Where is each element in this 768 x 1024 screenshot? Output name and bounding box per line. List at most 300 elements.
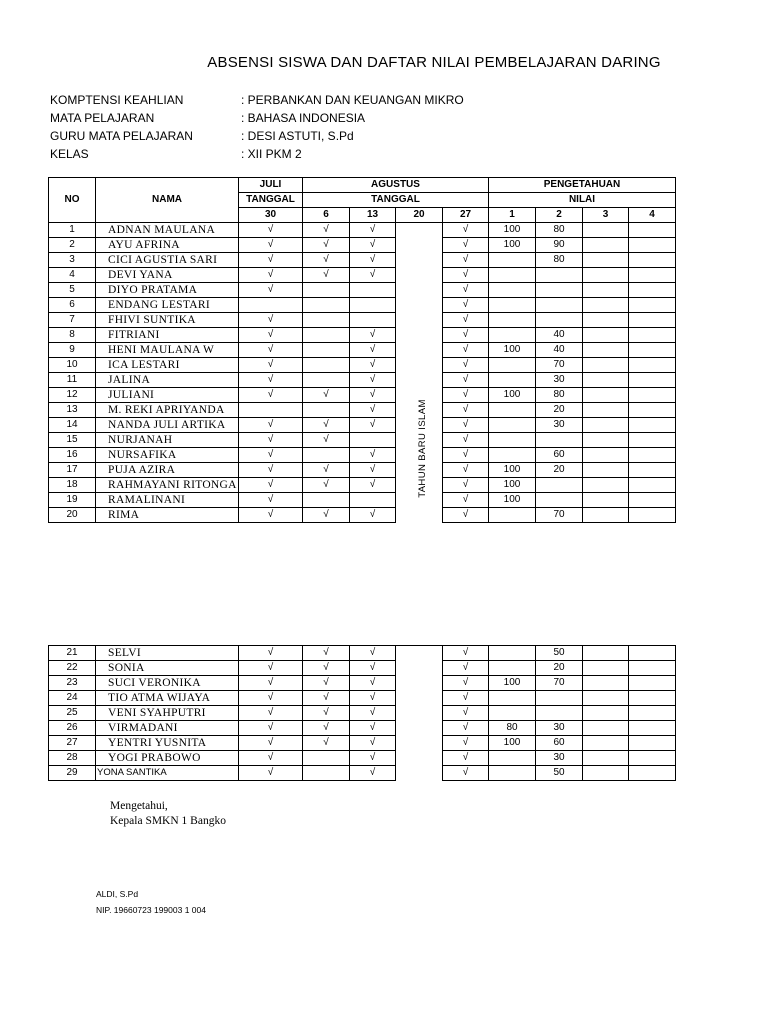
- attendance-aug-27: √: [443, 508, 489, 523]
- attendance-jul-30: √: [239, 706, 303, 721]
- nilai-1: 100: [489, 343, 536, 358]
- attendance-aug-13: √: [350, 721, 396, 736]
- attendance-aug-27: √: [443, 661, 489, 676]
- attendance-aug-13: √: [350, 388, 396, 403]
- attendance-jul-30: √: [239, 238, 303, 253]
- attendance-aug-20: [396, 766, 443, 781]
- nilai-3: [583, 268, 629, 283]
- attendance-aug-27: √: [443, 343, 489, 358]
- nilai-4: [629, 721, 676, 736]
- row-number: 26: [49, 721, 96, 736]
- attendance-aug-6: √: [303, 706, 350, 721]
- attendance-aug-13: √: [350, 253, 396, 268]
- nilai-2: 50: [536, 646, 583, 661]
- nilai-1: [489, 358, 536, 373]
- row-number: 17: [49, 463, 96, 478]
- row-number: 3: [49, 253, 96, 268]
- nilai-2: 80: [536, 223, 583, 238]
- attendance-aug-20: [396, 298, 443, 313]
- nilai-1: [489, 448, 536, 463]
- student-name: AYU AFRINA: [96, 238, 239, 253]
- attendance-aug-6: [303, 766, 350, 781]
- nilai-3: [583, 403, 629, 418]
- attendance-aug-20: [396, 268, 443, 283]
- attendance-aug-13: √: [350, 766, 396, 781]
- header-juli: JULI: [239, 178, 303, 193]
- attendance-aug-13: √: [350, 706, 396, 721]
- row-number: 6: [49, 298, 96, 313]
- row-number: 2: [49, 238, 96, 253]
- student-name: FITRIANI: [96, 328, 239, 343]
- nilai-2: 70: [536, 508, 583, 523]
- nilai-4: [629, 736, 676, 751]
- nilai-4: [629, 766, 676, 781]
- header-date: 30: [239, 208, 303, 223]
- table-row: [49, 253, 676, 268]
- row-number: 8: [49, 328, 96, 343]
- attendance-aug-27: √: [443, 328, 489, 343]
- info-value: : DESI ASTUTI, S.Pd: [241, 129, 354, 143]
- attendance-jul-30: √: [239, 268, 303, 283]
- attendance-jul-30: [239, 403, 303, 418]
- row-number: 1: [49, 223, 96, 238]
- nilai-3: [583, 691, 629, 706]
- attendance-aug-13: [350, 493, 396, 508]
- attendance-aug-6: √: [303, 508, 350, 523]
- table-row: [49, 328, 676, 343]
- attendance-aug-20: [396, 238, 443, 253]
- header-date: 20: [396, 208, 443, 223]
- nilai-2: 20: [536, 463, 583, 478]
- attendance-aug-6: [303, 358, 350, 373]
- nilai-4: [629, 403, 676, 418]
- attendance-jul-30: √: [239, 463, 303, 478]
- attendance-jul-30: √: [239, 646, 303, 661]
- nilai-4: [629, 238, 676, 253]
- attendance-aug-13: [350, 298, 396, 313]
- table-row: [49, 313, 676, 328]
- nilai-1: 100: [489, 463, 536, 478]
- attendance-aug-27: √: [443, 676, 489, 691]
- student-name: SUCI VERONIKA: [96, 676, 239, 691]
- attendance-aug-27: √: [443, 691, 489, 706]
- nilai-4: [629, 646, 676, 661]
- row-number: 24: [49, 691, 96, 706]
- nilai-3: [583, 448, 629, 463]
- header-nama: NAMA: [96, 178, 239, 223]
- student-name: RIMA: [96, 508, 239, 523]
- row-number: 21: [49, 646, 96, 661]
- nilai-4: [629, 253, 676, 268]
- attendance-aug-27: √: [443, 418, 489, 433]
- info-label: KELAS: [50, 147, 89, 161]
- table-row: [49, 403, 676, 418]
- nilai-1: [489, 751, 536, 766]
- nilai-1: [489, 328, 536, 343]
- table-row: [49, 646, 676, 661]
- table-row: [49, 298, 676, 313]
- table-row: [49, 691, 676, 706]
- table-row: [49, 418, 676, 433]
- row-number: 9: [49, 343, 96, 358]
- nilai-3: [583, 328, 629, 343]
- attendance-aug-27: √: [443, 253, 489, 268]
- attendance-aug-20: [396, 751, 443, 766]
- attendance-jul-30: √: [239, 448, 303, 463]
- attendance-aug-6: √: [303, 691, 350, 706]
- attendance-aug-20: [396, 508, 443, 523]
- header-tanggal: TANGGAL: [303, 193, 489, 208]
- attendance-aug-27: √: [443, 373, 489, 388]
- student-name: ADNAN MAULANA: [96, 223, 239, 238]
- nilai-3: [583, 661, 629, 676]
- attendance-jul-30: √: [239, 721, 303, 736]
- nilai-2: 20: [536, 661, 583, 676]
- nilai-4: [629, 268, 676, 283]
- attendance-aug-27: √: [443, 478, 489, 493]
- nilai-2: 40: [536, 343, 583, 358]
- attendance-aug-6: √: [303, 223, 350, 238]
- nilai-4: [629, 298, 676, 313]
- nilai-1: 100: [489, 676, 536, 691]
- nilai-2: 70: [536, 358, 583, 373]
- nilai-2: 60: [536, 736, 583, 751]
- row-number: 12: [49, 388, 96, 403]
- info-label: GURU MATA PELAJARAN: [50, 129, 193, 143]
- table-row: [49, 358, 676, 373]
- attendance-jul-30: √: [239, 661, 303, 676]
- table-row: [49, 721, 676, 736]
- signer-name: ALDI, S.Pd: [96, 889, 139, 899]
- attendance-aug-6: √: [303, 433, 350, 448]
- student-name: M. REKI APRIYANDA: [96, 403, 239, 418]
- attendance-aug-20: [396, 358, 443, 373]
- nilai-3: [583, 736, 629, 751]
- attendance-aug-20: [396, 343, 443, 358]
- student-name: SELVI: [96, 646, 239, 661]
- nilai-3: [583, 706, 629, 721]
- nilai-4: [629, 433, 676, 448]
- attendance-aug-20: [396, 706, 443, 721]
- nilai-2: 80: [536, 388, 583, 403]
- nilai-3: [583, 676, 629, 691]
- attendance-jul-30: √: [239, 223, 303, 238]
- nilai-3: [583, 418, 629, 433]
- nilai-2: 70: [536, 676, 583, 691]
- nilai-1: 100: [489, 223, 536, 238]
- table-row: [49, 343, 676, 358]
- attendance-aug-13: √: [350, 646, 396, 661]
- nilai-2: 50: [536, 766, 583, 781]
- nilai-2: 30: [536, 373, 583, 388]
- attendance-aug-27: √: [443, 283, 489, 298]
- nilai-4: [629, 463, 676, 478]
- attendance-jul-30: √: [239, 253, 303, 268]
- attendance-jul-30: √: [239, 388, 303, 403]
- attendance-aug-13: √: [350, 343, 396, 358]
- attendance-aug-6: [303, 373, 350, 388]
- attendance-aug-6: [303, 343, 350, 358]
- nilai-3: [583, 343, 629, 358]
- nilai-4: [629, 478, 676, 493]
- table-row: [49, 373, 676, 388]
- nilai-2: 40: [536, 328, 583, 343]
- attendance-aug-13: √: [350, 418, 396, 433]
- nilai-1: [489, 373, 536, 388]
- nilai-1: [489, 706, 536, 721]
- nilai-4: [629, 676, 676, 691]
- attendance-aug-13: [350, 313, 396, 328]
- nilai-2: 20: [536, 403, 583, 418]
- attendance-aug-6: [303, 403, 350, 418]
- nilai-4: [629, 493, 676, 508]
- signer-nip: NIP. 19660723 199003 1 004: [96, 905, 206, 915]
- attendance-aug-27: √: [443, 463, 489, 478]
- info-value: : PERBANKAN DAN KEUANGAN MIKRO: [241, 93, 464, 107]
- info-label: MATA PELAJARAN: [50, 111, 155, 125]
- attendance-aug-27: √: [443, 403, 489, 418]
- attendance-aug-20: [396, 373, 443, 388]
- row-number: 16: [49, 448, 96, 463]
- attendance-aug-6: √: [303, 253, 350, 268]
- info-value: : XII PKM 2: [241, 147, 302, 161]
- nilai-3: [583, 493, 629, 508]
- nilai-4: [629, 373, 676, 388]
- nilai-1: [489, 253, 536, 268]
- nilai-2: 30: [536, 721, 583, 736]
- attendance-aug-13: √: [350, 373, 396, 388]
- attendance-jul-30: √: [239, 283, 303, 298]
- attendance-jul-30: √: [239, 328, 303, 343]
- attendance-jul-30: √: [239, 478, 303, 493]
- attendance-aug-13: √: [350, 508, 396, 523]
- nilai-1: [489, 403, 536, 418]
- nilai-4: [629, 313, 676, 328]
- attendance-aug-13: √: [350, 736, 396, 751]
- table-row: [49, 463, 676, 478]
- table-row: [49, 223, 676, 238]
- header-nilai-col: 3: [583, 208, 629, 223]
- header-nilai: NILAI: [489, 193, 676, 208]
- attendance-aug-13: √: [350, 358, 396, 373]
- attendance-aug-27: √: [443, 433, 489, 448]
- nilai-1: [489, 298, 536, 313]
- nilai-4: [629, 328, 676, 343]
- header-date: 6: [303, 208, 350, 223]
- attendance-jul-30: [239, 298, 303, 313]
- row-number: 27: [49, 736, 96, 751]
- student-name: VIRMADANI: [96, 721, 239, 736]
- attendance-aug-6: [303, 448, 350, 463]
- nilai-1: [489, 661, 536, 676]
- row-number: 28: [49, 751, 96, 766]
- attendance-aug-6: √: [303, 661, 350, 676]
- attendance-table-part2: [48, 645, 676, 781]
- nilai-4: [629, 706, 676, 721]
- row-number: 13: [49, 403, 96, 418]
- nilai-3: [583, 433, 629, 448]
- nilai-2: 80: [536, 253, 583, 268]
- nilai-3: [583, 646, 629, 661]
- attendance-aug-6: √: [303, 736, 350, 751]
- student-name: RAMALINANI: [96, 493, 239, 508]
- attendance-aug-27: √: [443, 313, 489, 328]
- attendance-aug-6: √: [303, 478, 350, 493]
- attendance-aug-27: √: [443, 388, 489, 403]
- student-name: YENTRI YUSNITA: [96, 736, 239, 751]
- attendance-jul-30: √: [239, 418, 303, 433]
- table-row: [49, 706, 676, 721]
- attendance-aug-6: √: [303, 388, 350, 403]
- attendance-aug-20: [396, 721, 443, 736]
- nilai-2: [536, 691, 583, 706]
- nilai-1: [489, 766, 536, 781]
- attendance-aug-20: [396, 283, 443, 298]
- header-nilai-col: 4: [629, 208, 676, 223]
- attendance-aug-6: √: [303, 463, 350, 478]
- attendance-aug-13: √: [350, 223, 396, 238]
- student-name: NURJANAH: [96, 433, 239, 448]
- attendance-jul-30: √: [239, 373, 303, 388]
- nilai-3: [583, 238, 629, 253]
- table-row: [49, 388, 676, 403]
- attendance-aug-20: [396, 328, 443, 343]
- nilai-3: [583, 223, 629, 238]
- row-number: 22: [49, 661, 96, 676]
- attendance-aug-13: √: [350, 751, 396, 766]
- table-row: [49, 283, 676, 298]
- nilai-3: [583, 358, 629, 373]
- attendance-aug-6: [303, 298, 350, 313]
- attendance-aug-6: √: [303, 721, 350, 736]
- header-pengetahuan: PENGETAHUAN: [489, 178, 676, 193]
- nilai-4: [629, 661, 676, 676]
- table-row: [49, 736, 676, 751]
- nilai-4: [629, 691, 676, 706]
- row-number: 7: [49, 313, 96, 328]
- attendance-jul-30: √: [239, 313, 303, 328]
- attendance-aug-20: [396, 646, 443, 661]
- table-row: [49, 478, 676, 493]
- nilai-1: [489, 418, 536, 433]
- nilai-4: [629, 223, 676, 238]
- attendance-jul-30: √: [239, 676, 303, 691]
- nilai-4: [629, 751, 676, 766]
- attendance-aug-20: [396, 253, 443, 268]
- attendance-jul-30: √: [239, 766, 303, 781]
- attendance-aug-13: √: [350, 403, 396, 418]
- attendance-aug-27: √: [443, 358, 489, 373]
- row-number: 29: [49, 766, 96, 781]
- table-row: [49, 433, 676, 448]
- attendance-aug-13: [350, 433, 396, 448]
- attendance-aug-13: √: [350, 661, 396, 676]
- attendance-aug-13: [350, 283, 396, 298]
- student-name: RAHMAYANI RITONGA: [96, 478, 239, 493]
- nilai-2: [536, 706, 583, 721]
- table-row: [49, 508, 676, 523]
- nilai-3: [583, 253, 629, 268]
- nilai-1: 100: [489, 493, 536, 508]
- attendance-aug-27: √: [443, 706, 489, 721]
- student-name: YOGI PRABOWO: [96, 751, 239, 766]
- attendance-aug-6: √: [303, 268, 350, 283]
- attendance-aug-27: √: [443, 646, 489, 661]
- student-name: DEVI YANA: [96, 268, 239, 283]
- attendance-aug-27: √: [443, 448, 489, 463]
- info-label: KOMPTENSI KEAHLIAN: [50, 93, 184, 107]
- attendance-table-part1: [48, 177, 676, 523]
- table-row: [49, 448, 676, 463]
- attendance-aug-13: √: [350, 238, 396, 253]
- attendance-aug-6: [303, 751, 350, 766]
- header-date: 13: [350, 208, 396, 223]
- attendance-aug-20: [396, 223, 443, 238]
- attendance-jul-30: √: [239, 358, 303, 373]
- student-name: NURSAFIKA: [96, 448, 239, 463]
- attendance-aug-27: √: [443, 736, 489, 751]
- row-number: 15: [49, 433, 96, 448]
- attendance-aug-6: √: [303, 676, 350, 691]
- student-name: SONIA: [96, 661, 239, 676]
- attendance-aug-13: √: [350, 463, 396, 478]
- nilai-3: [583, 283, 629, 298]
- attendance-aug-27: √: [443, 493, 489, 508]
- nilai-1: [489, 508, 536, 523]
- nilai-4: [629, 448, 676, 463]
- attendance-jul-30: √: [239, 493, 303, 508]
- header-no: NO: [49, 178, 96, 223]
- nilai-2: [536, 283, 583, 298]
- mengetahui-text: Mengetahui,: [110, 800, 168, 812]
- attendance-aug-27: √: [443, 238, 489, 253]
- nilai-3: [583, 373, 629, 388]
- row-number: 10: [49, 358, 96, 373]
- attendance-aug-6: [303, 328, 350, 343]
- attendance-aug-27: √: [443, 766, 489, 781]
- holiday-label: TAHUN BARU ISLAM: [416, 398, 428, 498]
- nilai-1: [489, 646, 536, 661]
- attendance-jul-30: √: [239, 433, 303, 448]
- row-number: 23: [49, 676, 96, 691]
- row-number: 25: [49, 706, 96, 721]
- nilai-1: 100: [489, 736, 536, 751]
- attendance-aug-6: [303, 493, 350, 508]
- nilai-1: [489, 313, 536, 328]
- attendance-aug-27: √: [443, 223, 489, 238]
- student-name: DIYO PRATAMA: [96, 283, 239, 298]
- nilai-2: 30: [536, 418, 583, 433]
- nilai-2: 90: [536, 238, 583, 253]
- nilai-2: [536, 433, 583, 448]
- table-row: [49, 751, 676, 766]
- row-number: 18: [49, 478, 96, 493]
- attendance-aug-20: [396, 661, 443, 676]
- attendance-aug-6: √: [303, 238, 350, 253]
- attendance-aug-13: √: [350, 676, 396, 691]
- document-title: ABSENSI SISWA DAN DAFTAR NILAI PEMBELAJARAN DARING: [207, 54, 661, 71]
- nilai-4: [629, 283, 676, 298]
- table-row: [49, 238, 676, 253]
- attendance-aug-13: √: [350, 478, 396, 493]
- attendance-aug-20: [396, 313, 443, 328]
- attendance-jul-30: √: [239, 736, 303, 751]
- nilai-2: [536, 493, 583, 508]
- nilai-3: [583, 766, 629, 781]
- nilai-1: 80: [489, 721, 536, 736]
- attendance-aug-13: √: [350, 328, 396, 343]
- attendance-jul-30: √: [239, 508, 303, 523]
